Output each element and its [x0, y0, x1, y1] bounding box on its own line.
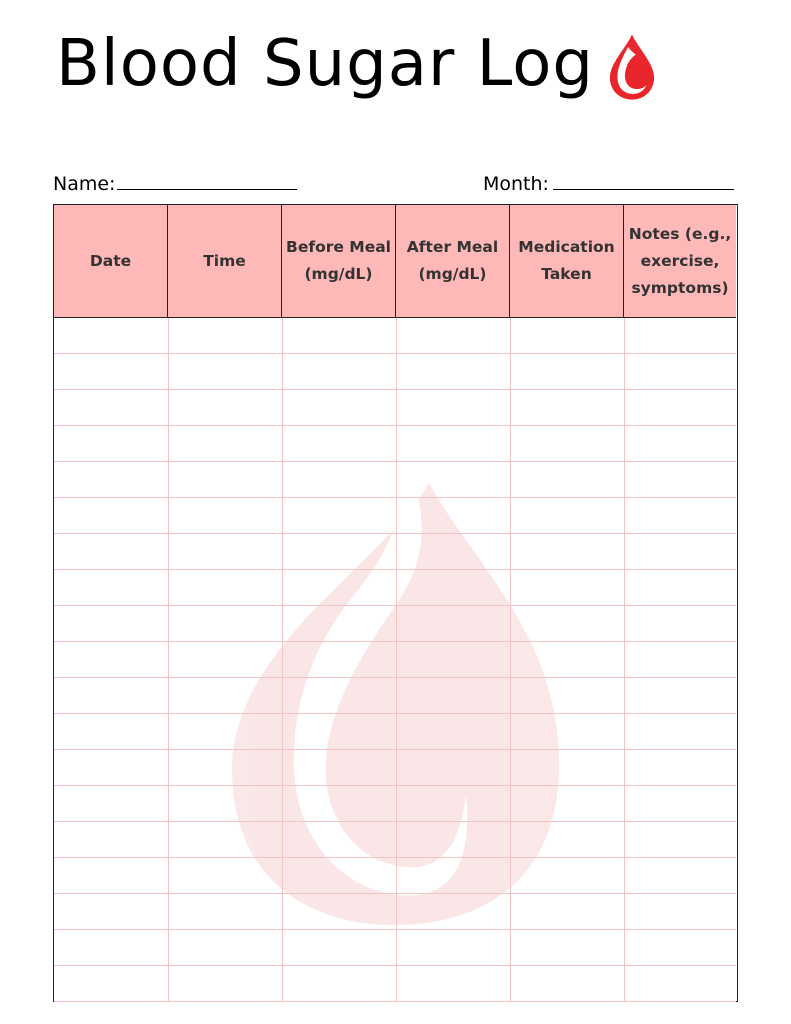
column-divider — [396, 318, 397, 1001]
month-field-line[interactable] — [553, 189, 734, 190]
table-row[interactable] — [54, 966, 736, 1002]
blood-drop-icon — [608, 33, 656, 101]
column-header: Before Meal (mg/dL) — [282, 205, 396, 317]
column-header: Date — [54, 205, 168, 317]
table-row[interactable] — [54, 354, 736, 390]
table-row[interactable] — [54, 750, 736, 786]
table-row[interactable] — [54, 822, 736, 858]
table-row[interactable] — [54, 570, 736, 606]
column-divider — [624, 318, 625, 1001]
table-row[interactable] — [54, 930, 736, 966]
table-body — [54, 318, 736, 1001]
table-row[interactable] — [54, 714, 736, 750]
table-row[interactable] — [54, 678, 736, 714]
log-table — [53, 204, 738, 1002]
name-field-line[interactable] — [117, 189, 297, 190]
table-header-row — [54, 205, 736, 318]
table-row[interactable] — [54, 390, 736, 426]
table-row[interactable] — [54, 858, 736, 894]
column-header: Medication Taken — [510, 205, 624, 317]
table-row[interactable] — [54, 786, 736, 822]
name-field-label: Name: — [53, 173, 116, 195]
table-row[interactable] — [54, 462, 736, 498]
month-field-label: Month: — [483, 173, 549, 195]
table-row[interactable] — [54, 606, 736, 642]
table-row[interactable] — [54, 318, 736, 354]
page-title: Blood Sugar Log — [56, 27, 594, 101]
table-row[interactable] — [54, 498, 736, 534]
column-divider — [168, 318, 169, 1001]
table-row[interactable] — [54, 534, 736, 570]
column-divider — [510, 318, 511, 1001]
table-row[interactable] — [54, 642, 736, 678]
column-divider — [282, 318, 283, 1001]
column-header: After Meal (mg/dL) — [396, 205, 510, 317]
table-row[interactable] — [54, 426, 736, 462]
column-header: Notes (e.g., exercise, symptoms) — [628, 224, 732, 297]
table-row[interactable] — [54, 894, 736, 930]
column-header: Time — [168, 205, 282, 317]
